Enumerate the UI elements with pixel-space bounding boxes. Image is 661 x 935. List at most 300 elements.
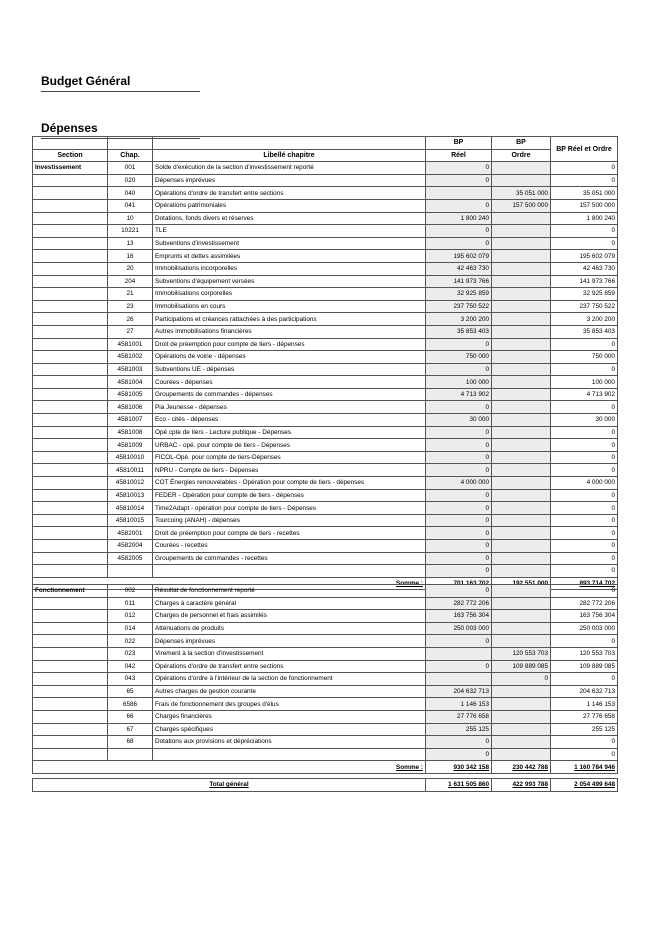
section-cell bbox=[33, 300, 108, 313]
table-row bbox=[33, 313, 618, 326]
section-cell bbox=[33, 225, 108, 238]
section-cell bbox=[33, 338, 108, 351]
value-bp: 163 756 304 bbox=[551, 610, 618, 623]
value-reel: 0 bbox=[426, 514, 492, 527]
value-reel: 0 bbox=[426, 540, 492, 553]
table-row bbox=[33, 502, 618, 515]
value-reel: 0 bbox=[426, 585, 492, 598]
chapter-label: FEDER - Opération pour compte de tiers - dépenses bbox=[153, 489, 426, 502]
chapter-code: 16 bbox=[108, 250, 153, 263]
section-cell bbox=[33, 439, 108, 452]
chapter-label: Courées - recettes bbox=[153, 540, 426, 553]
value-reel: 42 463 730 bbox=[426, 262, 492, 275]
section-cell bbox=[33, 376, 108, 389]
chapter-label: Dépenses imprévues bbox=[153, 174, 426, 187]
table-row bbox=[33, 748, 618, 761]
section-cell bbox=[33, 250, 108, 263]
value-reel: 0 bbox=[426, 225, 492, 238]
value-reel: 0 bbox=[426, 426, 492, 439]
value-reel: 250 003 000 bbox=[426, 622, 492, 635]
value-ordre bbox=[492, 464, 551, 477]
table-row bbox=[33, 300, 618, 313]
table-row bbox=[33, 162, 618, 175]
section-cell bbox=[33, 660, 108, 673]
chapter-label: Immobilisations corporelles bbox=[153, 288, 426, 301]
section-cell bbox=[33, 363, 108, 376]
value-bp: 0 bbox=[551, 502, 618, 515]
value-bp: 0 bbox=[551, 401, 618, 414]
value-reel: 0 bbox=[426, 338, 492, 351]
value-reel: 4 000 000 bbox=[426, 477, 492, 490]
value-bp: 250 003 000 bbox=[551, 622, 618, 635]
chapter-label: Charges spécifiques bbox=[153, 723, 426, 736]
value-reel: 0 bbox=[426, 527, 492, 540]
table-row bbox=[33, 199, 618, 212]
value-bp: 282 772 206 bbox=[551, 597, 618, 610]
value-bp: 0 bbox=[551, 426, 618, 439]
table-row bbox=[33, 489, 618, 502]
chapter-code: 012 bbox=[108, 610, 153, 623]
table-row bbox=[33, 698, 618, 711]
value-reel: 0 bbox=[426, 401, 492, 414]
value-ordre bbox=[492, 748, 551, 761]
chapter-code: 45810014 bbox=[108, 502, 153, 515]
chapter-code: 27 bbox=[108, 325, 153, 338]
value-ordre bbox=[492, 300, 551, 313]
value-ordre: 0 bbox=[492, 673, 551, 686]
table-row bbox=[33, 275, 618, 288]
header-row-2 bbox=[33, 149, 618, 162]
page-subtitle: Dépenses bbox=[41, 121, 200, 139]
value-ordre bbox=[492, 288, 551, 301]
page-title: Budget Général bbox=[41, 74, 200, 92]
chapter-label: COT Énergies renouvelables - Opération pour compte de tiers - dépenses bbox=[153, 477, 426, 490]
table-row bbox=[33, 414, 618, 427]
table-row bbox=[33, 710, 618, 723]
section-cell bbox=[33, 540, 108, 553]
chapter-label: Charges de personnel et frais assimilés bbox=[153, 610, 426, 623]
total-ordre: 422 993 788 bbox=[512, 781, 548, 789]
section-cell bbox=[33, 673, 108, 686]
value-reel: 0 bbox=[426, 174, 492, 187]
value-ordre bbox=[492, 540, 551, 553]
value-bp: 0 bbox=[551, 338, 618, 351]
value-bp: 0 bbox=[551, 439, 618, 452]
value-ordre bbox=[492, 426, 551, 439]
chapter-label: Solde d'exécution de la section d'investissement reporté bbox=[153, 162, 426, 175]
table-row bbox=[33, 736, 618, 749]
table-row bbox=[33, 250, 618, 263]
chapter-code: 4582004 bbox=[108, 540, 153, 553]
value-ordre bbox=[492, 698, 551, 711]
value-bp: 157 500 000 bbox=[551, 199, 618, 212]
section-cell bbox=[33, 748, 108, 761]
table-row bbox=[33, 464, 618, 477]
table-row bbox=[33, 597, 618, 610]
chapter-code: 67 bbox=[108, 723, 153, 736]
section-cell bbox=[33, 489, 108, 502]
chapter-label: Opérations d'ordre de transfert entre sections bbox=[153, 187, 426, 200]
sum-ordre: 230 442 788 bbox=[512, 763, 548, 771]
value-ordre bbox=[492, 313, 551, 326]
section-label: Fonctionnement bbox=[33, 585, 108, 598]
chapter-code: 043 bbox=[108, 673, 153, 686]
chapter-label: NPRU - Compte de tiers - Dépenses bbox=[153, 464, 426, 477]
chapter-code: 022 bbox=[108, 635, 153, 648]
chapter-code: 4581007 bbox=[108, 414, 153, 427]
value-ordre bbox=[492, 162, 551, 175]
investissement-table bbox=[32, 136, 618, 590]
value-bp: 204 632 713 bbox=[551, 685, 618, 698]
chapter-code: 10 bbox=[108, 212, 153, 225]
value-ordre bbox=[492, 174, 551, 187]
value-reel: 750 000 bbox=[426, 351, 492, 364]
chapter-label: Opérations d'ordre de transfert entre sections bbox=[153, 660, 426, 673]
value-ordre bbox=[492, 262, 551, 275]
value-ordre bbox=[492, 388, 551, 401]
value-reel: 0 bbox=[426, 464, 492, 477]
chapter-label: Autres charges de gestion courante bbox=[153, 685, 426, 698]
value-bp: 0 bbox=[551, 451, 618, 464]
section-cell bbox=[33, 313, 108, 326]
value-bp: 0 bbox=[551, 237, 618, 250]
value-ordre bbox=[492, 212, 551, 225]
value-ordre bbox=[492, 338, 551, 351]
section-cell bbox=[33, 610, 108, 623]
section-cell bbox=[33, 464, 108, 477]
chapter-label: Courées - dépenses bbox=[153, 376, 426, 389]
value-reel: 0 bbox=[426, 736, 492, 749]
chapter-code: 45810011 bbox=[108, 464, 153, 477]
value-bp: 750 000 bbox=[551, 351, 618, 364]
chapter-code: 23 bbox=[108, 300, 153, 313]
chapter-code: 4581009 bbox=[108, 439, 153, 452]
value-ordre bbox=[492, 552, 551, 565]
chapter-code: 4581005 bbox=[108, 388, 153, 401]
section-cell bbox=[33, 174, 108, 187]
total-row bbox=[33, 779, 618, 792]
value-reel: 0 bbox=[426, 162, 492, 175]
header-row-1 bbox=[33, 137, 618, 150]
section-cell bbox=[33, 514, 108, 527]
value-reel: 30 000 bbox=[426, 414, 492, 427]
section-cell bbox=[33, 426, 108, 439]
value-bp: 0 bbox=[551, 540, 618, 553]
value-bp: 0 bbox=[551, 736, 618, 749]
value-reel: 27 776 658 bbox=[426, 710, 492, 723]
value-ordre bbox=[492, 376, 551, 389]
table-row bbox=[33, 237, 618, 250]
chapter-code: 4582001 bbox=[108, 527, 153, 540]
chapter-label: Time2Adapt - opération pour compte de tiers - Dépenses bbox=[153, 502, 426, 515]
value-reel: 141 973 766 bbox=[426, 275, 492, 288]
chapter-code: 45810012 bbox=[108, 477, 153, 490]
table-row bbox=[33, 540, 618, 553]
value-ordre bbox=[492, 736, 551, 749]
total-reel: 1 631 505 860 bbox=[448, 781, 489, 789]
value-ordre: 157 500 000 bbox=[492, 199, 551, 212]
chapter-label: Pia Jeunesse - dépenses bbox=[153, 401, 426, 414]
chapter-label: FICOL-Opé. pour compte de tiers-Dépenses bbox=[153, 451, 426, 464]
value-ordre bbox=[492, 401, 551, 414]
table-row bbox=[33, 647, 618, 660]
section-cell bbox=[33, 710, 108, 723]
value-reel bbox=[426, 187, 492, 200]
value-reel: 255 125 bbox=[426, 723, 492, 736]
value-bp: 3 200 200 bbox=[551, 313, 618, 326]
table-row bbox=[33, 514, 618, 527]
section-cell bbox=[33, 597, 108, 610]
value-ordre: 109 889 085 bbox=[492, 660, 551, 673]
chapter-label bbox=[153, 565, 426, 578]
value-reel: 35 853 403 bbox=[426, 325, 492, 338]
header-libelle: Libellé chapitre bbox=[153, 149, 426, 162]
table-row bbox=[33, 477, 618, 490]
chapter-code: 26 bbox=[108, 313, 153, 326]
chapter-label: Opé cpte de tiers - Lecture publique - Dépenses bbox=[153, 426, 426, 439]
chapter-code: 65 bbox=[108, 685, 153, 698]
value-ordre bbox=[492, 225, 551, 238]
section-cell bbox=[33, 622, 108, 635]
value-ordre bbox=[492, 527, 551, 540]
value-ordre bbox=[492, 237, 551, 250]
value-ordre bbox=[492, 723, 551, 736]
value-ordre bbox=[492, 710, 551, 723]
chapter-label: Atténuations de produits bbox=[153, 622, 426, 635]
value-reel: 0 bbox=[426, 660, 492, 673]
sum-label: Somme : bbox=[396, 580, 423, 588]
chapter-code bbox=[108, 748, 153, 761]
section-cell bbox=[33, 502, 108, 515]
chapter-code: 10221 bbox=[108, 225, 153, 238]
value-ordre: 35 051 000 bbox=[492, 187, 551, 200]
value-bp: 0 bbox=[551, 514, 618, 527]
fonctionnement-table bbox=[32, 584, 618, 774]
chapter-label: Opérations patrimoniales bbox=[153, 199, 426, 212]
table-row bbox=[33, 673, 618, 686]
sum-bp: 1 160 784 946 bbox=[574, 763, 615, 771]
value-bp: 0 bbox=[551, 489, 618, 502]
value-reel: 0 bbox=[426, 439, 492, 452]
chapter-label: Subventions d'équipement versées bbox=[153, 275, 426, 288]
value-reel: 0 bbox=[426, 565, 492, 578]
value-bp: 120 553 703 bbox=[551, 647, 618, 660]
total-bp: 2 054 499 648 bbox=[574, 781, 615, 789]
value-reel: 163 756 304 bbox=[426, 610, 492, 623]
value-bp: 4 000 000 bbox=[551, 477, 618, 490]
chapter-label: Participations et créances rattachées à des participations bbox=[153, 313, 426, 326]
value-bp: 42 463 730 bbox=[551, 262, 618, 275]
section-cell bbox=[33, 552, 108, 565]
section-cell bbox=[33, 723, 108, 736]
chapter-code: 040 bbox=[108, 187, 153, 200]
value-ordre bbox=[492, 502, 551, 515]
value-ordre bbox=[492, 351, 551, 364]
table-row bbox=[33, 262, 618, 275]
chapter-code: 6586 bbox=[108, 698, 153, 711]
value-bp: 141 973 766 bbox=[551, 275, 618, 288]
value-bp: 1 146 153 bbox=[551, 698, 618, 711]
table-row bbox=[33, 363, 618, 376]
section-cell bbox=[33, 451, 108, 464]
chapter-label: Groupements de commandes - dépenses bbox=[153, 388, 426, 401]
value-reel: 100 000 bbox=[426, 376, 492, 389]
table-row bbox=[33, 376, 618, 389]
sum-label-cell bbox=[33, 761, 426, 774]
value-bp: 109 889 085 bbox=[551, 660, 618, 673]
table-row bbox=[33, 723, 618, 736]
value-bp: 0 bbox=[551, 527, 618, 540]
chapter-label: Dépenses imprévues bbox=[153, 635, 426, 648]
table-row bbox=[33, 439, 618, 452]
value-ordre bbox=[492, 477, 551, 490]
chapter-code: 4581004 bbox=[108, 376, 153, 389]
section-cell bbox=[33, 685, 108, 698]
chapter-label: Virement à la section d'investissement bbox=[153, 647, 426, 660]
section-cell bbox=[33, 237, 108, 250]
value-reel: 195 602 079 bbox=[426, 250, 492, 263]
value-reel bbox=[426, 673, 492, 686]
value-reel: 0 bbox=[426, 451, 492, 464]
section-label: Investissement bbox=[33, 162, 108, 175]
value-reel: 1 800 240 bbox=[426, 212, 492, 225]
sum-bp-cell bbox=[551, 761, 618, 774]
section-cell bbox=[33, 647, 108, 660]
table-row bbox=[33, 635, 618, 648]
section-cell bbox=[33, 635, 108, 648]
header-bp-1: BP bbox=[426, 137, 492, 150]
value-ordre bbox=[492, 635, 551, 648]
header-chap: Chap. bbox=[108, 149, 153, 162]
table-row bbox=[33, 212, 618, 225]
value-reel: 0 bbox=[426, 237, 492, 250]
sum-reel-cell bbox=[426, 761, 492, 774]
header-bp-2: BP bbox=[492, 137, 551, 150]
total-table bbox=[32, 778, 618, 792]
chapter-label bbox=[153, 748, 426, 761]
chapter-code: 042 bbox=[108, 660, 153, 673]
table-row bbox=[33, 351, 618, 364]
chapter-code: 4581006 bbox=[108, 401, 153, 414]
chapter-label: Dotations, fonds divers et réserves bbox=[153, 212, 426, 225]
chapter-code: 4581002 bbox=[108, 351, 153, 364]
section-cell bbox=[33, 351, 108, 364]
chapter-code: 4582005 bbox=[108, 552, 153, 565]
header-bp-total: BP Réel et Ordre bbox=[551, 137, 618, 162]
chapter-label: TLE bbox=[153, 225, 426, 238]
table-row bbox=[33, 610, 618, 623]
section-cell bbox=[33, 388, 108, 401]
value-bp: 0 bbox=[551, 585, 618, 598]
section-cell bbox=[33, 698, 108, 711]
chapter-code: 45810013 bbox=[108, 489, 153, 502]
value-bp: 27 776 658 bbox=[551, 710, 618, 723]
value-reel: 0 bbox=[426, 502, 492, 515]
value-reel: 32 925 859 bbox=[426, 288, 492, 301]
value-bp: 0 bbox=[551, 363, 618, 376]
chapter-label: Subventions UE - dépenses bbox=[153, 363, 426, 376]
chapter-label: Groupements de commandes - recettes bbox=[153, 552, 426, 565]
chapter-label: Subventions d'investissement bbox=[153, 237, 426, 250]
chapter-code: 45810010 bbox=[108, 451, 153, 464]
value-ordre bbox=[492, 451, 551, 464]
table-row bbox=[33, 622, 618, 635]
table-row bbox=[33, 325, 618, 338]
section-cell bbox=[33, 565, 108, 578]
chapter-label: Charges financières bbox=[153, 710, 426, 723]
chapter-code: 4581003 bbox=[108, 363, 153, 376]
table-row bbox=[33, 288, 618, 301]
value-bp: 0 bbox=[551, 174, 618, 187]
chapter-code: 66 bbox=[108, 710, 153, 723]
value-bp: 4 713 902 bbox=[551, 388, 618, 401]
value-ordre bbox=[492, 610, 551, 623]
value-reel: 0 bbox=[426, 489, 492, 502]
table-row bbox=[33, 451, 618, 464]
value-reel: 3 200 200 bbox=[426, 313, 492, 326]
chapter-code: 011 bbox=[108, 597, 153, 610]
chapter-label: Tourcoing (ANAH) - dépenses bbox=[153, 514, 426, 527]
table-row bbox=[33, 174, 618, 187]
chapter-code: 204 bbox=[108, 275, 153, 288]
chapter-code: 001 bbox=[108, 162, 153, 175]
chapter-code: 020 bbox=[108, 174, 153, 187]
value-bp: 0 bbox=[551, 673, 618, 686]
value-ordre bbox=[492, 363, 551, 376]
table-row bbox=[33, 388, 618, 401]
value-bp: 0 bbox=[551, 162, 618, 175]
section-cell bbox=[33, 401, 108, 414]
value-reel: 204 632 713 bbox=[426, 685, 492, 698]
value-bp: 0 bbox=[551, 635, 618, 648]
value-reel: 0 bbox=[426, 748, 492, 761]
chapter-label: Opérations d'ordre à l'intérieur de la section de fonctionnement bbox=[153, 673, 426, 686]
value-bp: 32 925 859 bbox=[551, 288, 618, 301]
value-bp: 0 bbox=[551, 464, 618, 477]
header-ordre: Ordre bbox=[492, 149, 551, 162]
section-cell bbox=[33, 212, 108, 225]
sum-ordre-cell bbox=[492, 761, 551, 774]
section-cell bbox=[33, 736, 108, 749]
chapter-label: Autres immobilisations financières bbox=[153, 325, 426, 338]
table-row bbox=[33, 187, 618, 200]
chapter-label: Opérations de voirie - dépenses bbox=[153, 351, 426, 364]
value-reel bbox=[426, 647, 492, 660]
chapter-code: 45810015 bbox=[108, 514, 153, 527]
table-row bbox=[33, 338, 618, 351]
section-cell bbox=[33, 325, 108, 338]
chapter-label: Résultat de fonctionnement reporté bbox=[153, 585, 426, 598]
section-cell bbox=[33, 262, 108, 275]
value-reel: 0 bbox=[426, 635, 492, 648]
total-label: Total général bbox=[209, 781, 249, 789]
header-reel: Réel bbox=[426, 149, 492, 162]
table-row bbox=[33, 527, 618, 540]
section-cell bbox=[33, 187, 108, 200]
chapter-code: 041 bbox=[108, 199, 153, 212]
value-bp: 1 800 240 bbox=[551, 212, 618, 225]
value-ordre bbox=[492, 275, 551, 288]
chapter-code: 21 bbox=[108, 288, 153, 301]
chapter-label: Immobilisations en cours bbox=[153, 300, 426, 313]
table-row bbox=[33, 401, 618, 414]
value-ordre bbox=[492, 414, 551, 427]
chapter-label: Frais de fonctionnement des groupes d'élus bbox=[153, 698, 426, 711]
sum-row bbox=[33, 761, 618, 774]
chapter-code: 002 bbox=[108, 585, 153, 598]
value-ordre bbox=[492, 325, 551, 338]
section-cell bbox=[33, 275, 108, 288]
